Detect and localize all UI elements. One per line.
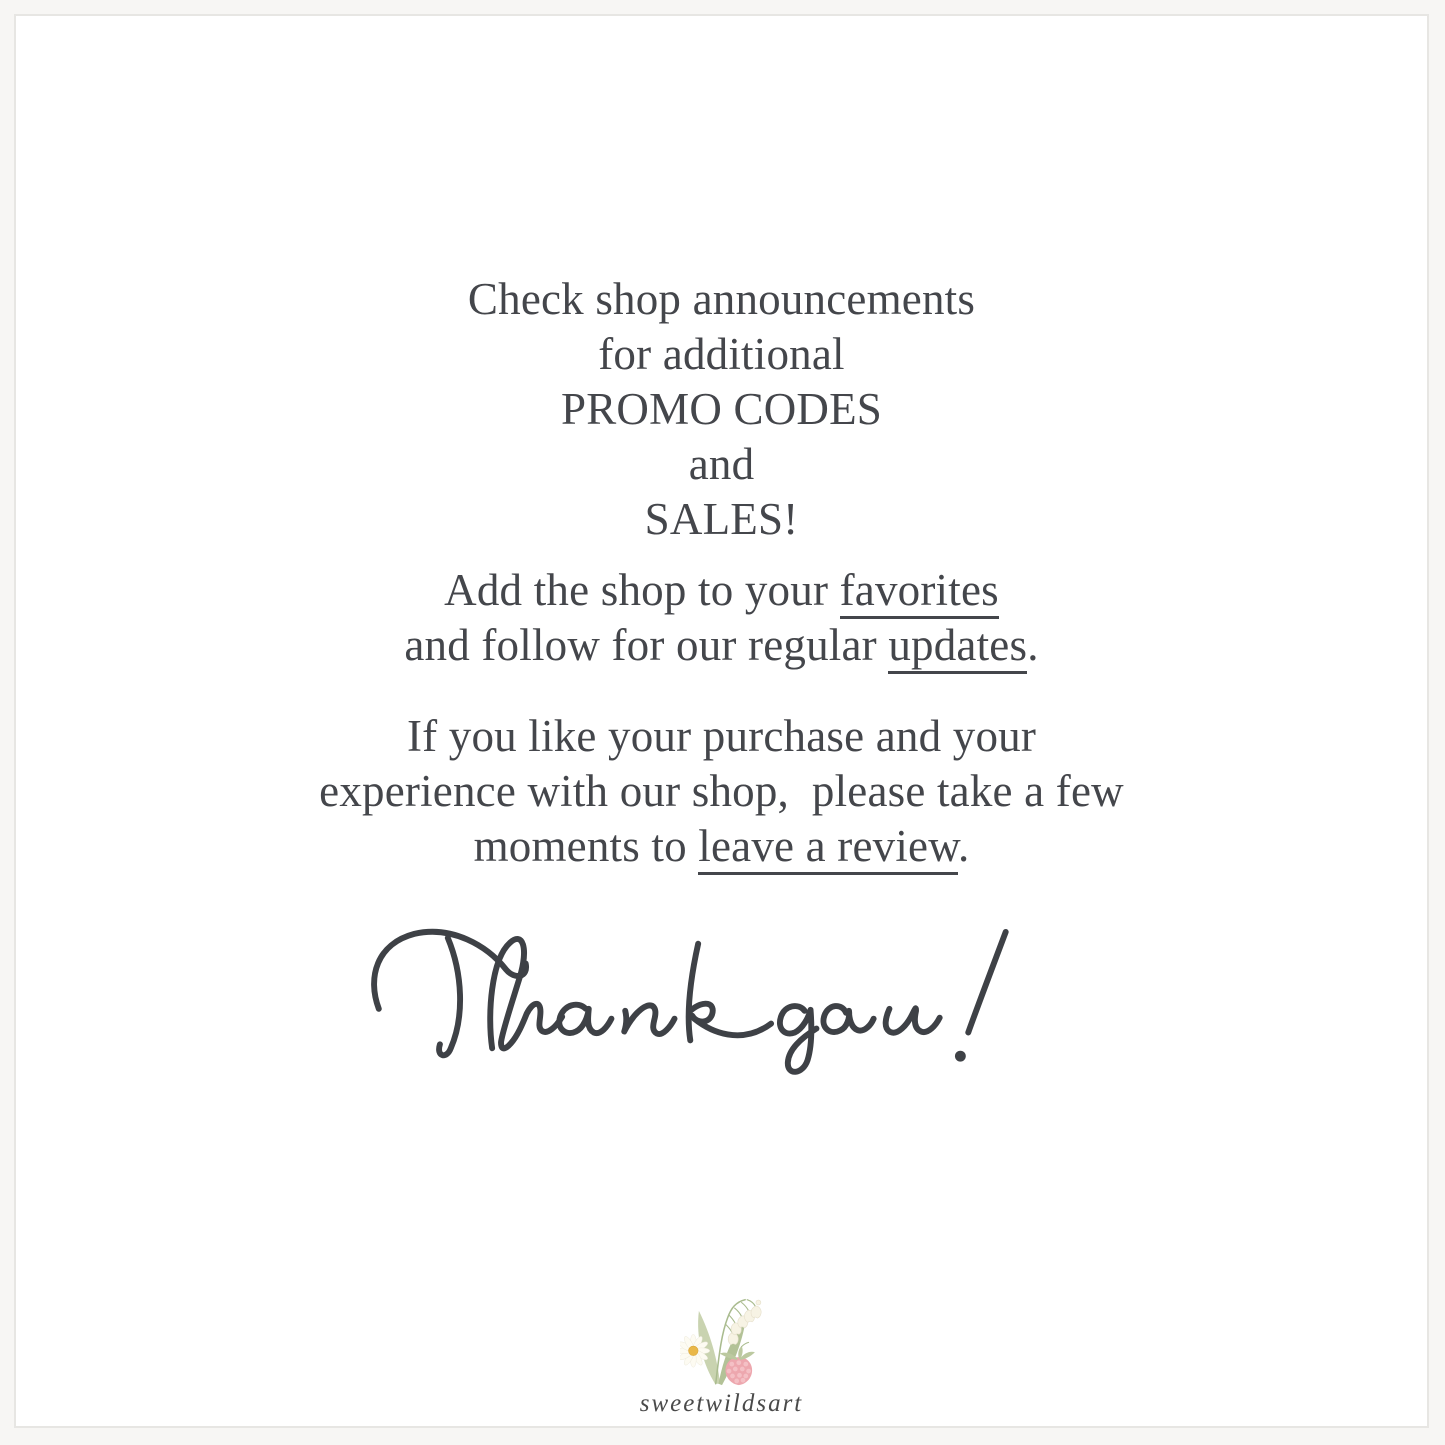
favorites-line-2 [16,618,1427,673]
announcement-paragraph [16,272,1427,547]
text-run: . [1027,620,1039,670]
thank-you-handwriting-icon [365,918,1055,1076]
thank-you-card [14,14,1429,1428]
review-line-1: If you like your purchase and your [406,711,1037,761]
thank-you-script [16,918,1427,1076]
text-run: moments to [473,821,699,871]
review-line-3 [16,819,1427,874]
review-paragraph [16,709,1427,874]
announcement-line-4: and [688,439,755,489]
text-run: . [957,821,970,871]
announcement-line-3: PROMO CODES [560,384,883,434]
botanical-logo-icon [680,1294,764,1388]
text-run: and follow for our regular [404,620,889,670]
favorites-underlined-text: favorites [840,565,999,619]
text-run: Add the shop to your [444,565,840,615]
announcement-line-2: for additional [598,329,845,379]
favorites-line-1 [16,563,1427,618]
review-line-2: experience with our shop, please take a few [319,766,1124,816]
leave-review-underlined-text: leave a review [698,821,958,875]
updates-underlined-text: updates [888,620,1027,674]
shop-name: sweetwildsart [639,1390,804,1417]
favorites-paragraph [16,563,1427,673]
announcement-line-1: Check shop announcements [467,274,976,324]
shop-logo [16,1294,1427,1418]
card-content [16,272,1427,1418]
announcement-line-5: SALES! [644,494,799,544]
